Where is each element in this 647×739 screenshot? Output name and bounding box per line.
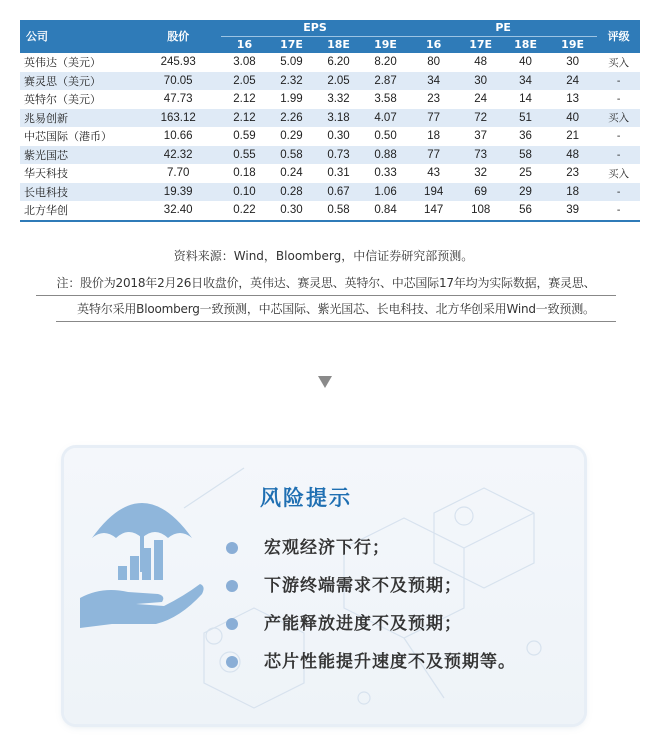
price-cell: 7.70 <box>166 167 190 180</box>
pe-cell: 194 <box>409 183 458 202</box>
pe-cell: 37 <box>474 130 488 143</box>
eps-cell: 2.12 <box>221 109 268 128</box>
eps-cell: 8.20 <box>374 56 397 69</box>
bullet-icon <box>226 618 238 630</box>
eps-cell: 1.06 <box>362 183 409 202</box>
eps-cell: 0.50 <box>374 130 397 143</box>
rating-cell: - <box>597 72 640 91</box>
eps-cell: 0.30 <box>327 130 350 143</box>
header-eps-year: 17E <box>268 37 315 54</box>
header-eps-year: 16 <box>221 37 268 54</box>
eps-cell: 0.73 <box>315 146 362 165</box>
eps-cell: 0.88 <box>362 146 409 165</box>
eps-cell: 3.32 <box>327 93 350 106</box>
pe-cell: 56 <box>503 201 548 221</box>
pe-cell: 108 <box>458 201 503 221</box>
pe-cell: 40 <box>519 56 532 69</box>
company-name: 英特尔（美元） <box>24 93 101 107</box>
pe-cell: 48 <box>474 56 488 69</box>
price-cell: 163.12 <box>135 109 221 128</box>
pe-cell: 77 <box>409 109 458 128</box>
pe-cell: 147 <box>409 201 458 221</box>
company-name: 中芯国际（港币） <box>24 130 112 144</box>
table-row <box>20 127 640 146</box>
risk-item <box>222 536 516 574</box>
pe-cell: 24 <box>474 93 488 106</box>
risk-item <box>222 650 516 688</box>
header-pe-year: 16 <box>409 37 458 54</box>
pe-cell: 48 <box>548 146 597 165</box>
pe-cell: 40 <box>548 109 597 128</box>
pe-cell: 43 <box>427 167 441 180</box>
risk-item-text: 产能释放进度不及预期； <box>264 614 462 634</box>
table-row <box>20 146 640 165</box>
table-row <box>20 72 640 91</box>
pe-cell: 69 <box>458 183 503 202</box>
pe-cell: 51 <box>503 109 548 128</box>
header-pe: PE <box>409 20 597 37</box>
risk-item <box>222 612 516 650</box>
eps-cell: 0.55 <box>221 146 268 165</box>
header-pe-year: 19E <box>548 37 597 54</box>
footnote-line-1: 注：股价为2018年2月26日收盘价，英伟达、赛灵思、英特尔、中芯国际17年均为实际数据，赛灵思、 <box>36 274 616 296</box>
pe-cell: 23 <box>427 93 441 106</box>
umbrella-hand-icon <box>72 478 212 648</box>
rating-cell: - <box>597 146 640 165</box>
eps-cell: 0.30 <box>268 201 315 221</box>
eps-cell: 4.07 <box>362 109 409 128</box>
eps-cell: 0.59 <box>233 130 256 143</box>
table-row <box>20 53 640 72</box>
pe-cell: 21 <box>566 130 579 143</box>
eps-cell: 3.18 <box>315 109 362 128</box>
company-name: 英伟达（美元） <box>24 56 101 70</box>
price-cell: 19.39 <box>135 183 221 202</box>
header-price: 股价 <box>135 20 221 53</box>
risk-title: 风险提示 <box>260 486 352 510</box>
pe-cell: 23 <box>566 167 579 180</box>
rating-cell: - <box>597 183 640 202</box>
pe-cell: 34 <box>409 72 458 91</box>
eps-cell: 2.12 <box>233 93 256 106</box>
eps-cell: 0.84 <box>362 201 409 221</box>
pe-cell: 13 <box>566 93 579 106</box>
bullet-icon <box>226 542 238 554</box>
eps-cell: 0.18 <box>233 167 256 180</box>
table-row <box>20 201 640 221</box>
table-row <box>20 164 640 183</box>
header-pe-year: 18E <box>503 37 548 54</box>
rating-cell: 买入 <box>608 56 630 69</box>
eps-cell: 2.05 <box>315 72 362 91</box>
eps-cell: 2.32 <box>268 72 315 91</box>
price-cell: 32.40 <box>135 201 221 221</box>
header-eps-year: 19E <box>362 37 409 54</box>
header-pe-year: 17E <box>458 37 503 54</box>
eps-cell: 0.58 <box>315 201 362 221</box>
pe-cell: 24 <box>548 72 597 91</box>
footnote-line-2: 英特尔采用Bloomberg一致预测，中芯国际、紫光国芯、长电科技、北方华创采用Wind一致预测。 <box>56 300 616 322</box>
price-cell: 42.32 <box>135 146 221 165</box>
eps-cell: 1.99 <box>280 93 303 106</box>
pe-cell: 77 <box>409 146 458 165</box>
eps-cell: 0.31 <box>327 167 350 180</box>
pe-cell: 39 <box>548 201 597 221</box>
price-cell: 245.93 <box>160 56 196 69</box>
pe-cell: 30 <box>458 72 503 91</box>
pe-cell: 58 <box>503 146 548 165</box>
eps-cell: 2.87 <box>362 72 409 91</box>
rating-cell: 买入 <box>597 109 640 128</box>
table-row <box>20 183 640 202</box>
pe-cell: 32 <box>474 167 488 180</box>
pe-cell: 30 <box>566 56 579 69</box>
table-body <box>20 53 640 221</box>
pe-cell: 18 <box>427 130 441 143</box>
eps-cell: 0.10 <box>221 183 268 202</box>
table-header <box>20 20 640 53</box>
pe-cell: 73 <box>458 146 503 165</box>
company-name: 紫光国芯 <box>20 146 135 165</box>
header-eps-year: 18E <box>315 37 362 54</box>
bullet-icon <box>226 656 238 668</box>
pe-cell: 80 <box>427 56 441 69</box>
risk-item <box>222 574 516 612</box>
down-arrow-icon <box>318 376 332 388</box>
table-row <box>20 90 640 109</box>
eps-cell: 2.26 <box>268 109 315 128</box>
risk-card <box>64 448 584 724</box>
pe-cell: 29 <box>503 183 548 202</box>
eps-cell: 0.67 <box>315 183 362 202</box>
eps-cell: 3.08 <box>233 56 256 69</box>
price-cell: 10.66 <box>163 130 193 143</box>
price-cell: 47.73 <box>163 93 193 106</box>
pe-cell: 14 <box>519 93 532 106</box>
pe-cell: 25 <box>519 167 532 180</box>
risk-item-text: 下游终端需求不及预期； <box>264 576 462 596</box>
header-rating: 评级 <box>597 20 640 53</box>
eps-cell: 2.05 <box>221 72 268 91</box>
risk-item-text: 芯片性能提升速度不及预期等。 <box>264 652 516 672</box>
header-eps: EPS <box>221 20 409 37</box>
eps-cell: 0.24 <box>280 167 303 180</box>
company-name: 北方华创 <box>20 201 135 221</box>
eps-cell: 6.20 <box>327 56 350 69</box>
source-note: 资料来源：Wind，Bloomberg，中信证券研究部预测。 <box>173 249 474 263</box>
eps-cell: 5.09 <box>280 56 303 69</box>
company-name: 华天科技 <box>24 167 68 181</box>
eps-cell: 0.28 <box>268 183 315 202</box>
eps-cell: 3.58 <box>374 93 397 106</box>
company-name: 长电科技 <box>20 183 135 202</box>
company-name: 兆易创新 <box>20 109 135 128</box>
eps-cell: 0.29 <box>280 130 303 143</box>
pe-cell: 36 <box>519 130 532 143</box>
price-cell: 70.05 <box>135 72 221 91</box>
eps-cell: 0.33 <box>374 167 397 180</box>
rating-cell: - <box>597 201 640 221</box>
eps-cell: 0.58 <box>268 146 315 165</box>
risk-item-text: 宏观经济下行； <box>264 538 390 558</box>
pe-cell: 34 <box>503 72 548 91</box>
table-row <box>20 109 640 128</box>
company-name: 赛灵思（美元） <box>20 72 135 91</box>
header-company: 公司 <box>20 20 135 53</box>
rating-cell: - <box>616 93 621 106</box>
pe-cell: 18 <box>548 183 597 202</box>
risk-list <box>222 536 516 688</box>
bullet-icon <box>226 580 238 592</box>
pe-cell: 72 <box>458 109 503 128</box>
cropped-caption <box>0 0 647 8</box>
eps-cell: 0.22 <box>221 201 268 221</box>
rating-cell: 买入 <box>608 167 630 180</box>
rating-cell: - <box>616 130 621 143</box>
valuation-table <box>20 20 640 222</box>
